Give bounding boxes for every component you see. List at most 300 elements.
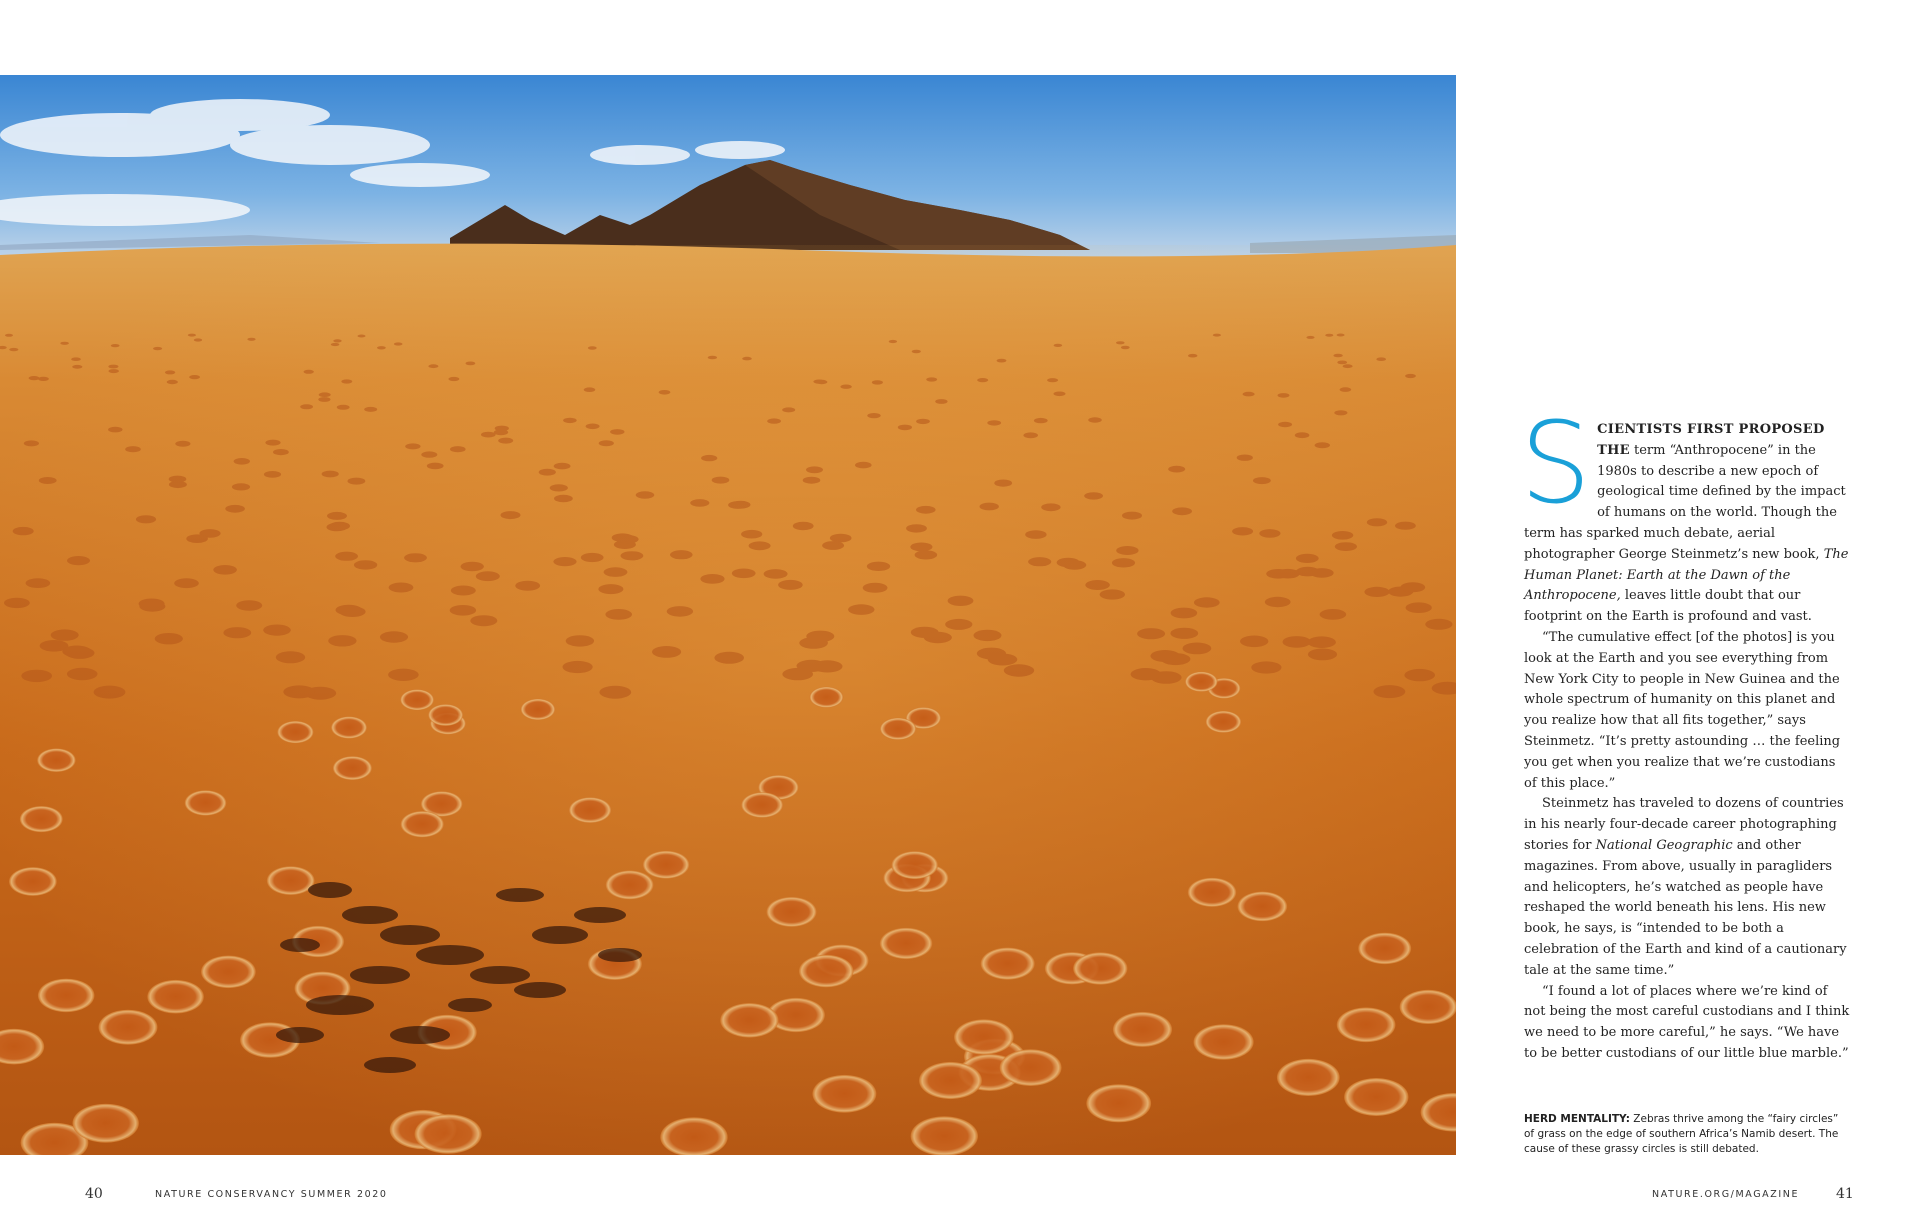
fairy-circle bbox=[188, 334, 196, 337]
fairy-circle bbox=[234, 458, 250, 465]
fairy-circle bbox=[1194, 1024, 1254, 1060]
fairy-circle bbox=[60, 342, 69, 345]
fairy-circle bbox=[304, 370, 314, 374]
fairy-circle bbox=[643, 851, 690, 879]
fairy-circle bbox=[1425, 619, 1452, 630]
fairy-circle bbox=[336, 605, 362, 616]
fairy-circle bbox=[155, 633, 183, 644]
fairy-circle bbox=[358, 335, 366, 338]
fairy-circle bbox=[147, 980, 204, 1014]
fairy-circle bbox=[1295, 432, 1310, 438]
fairy-circle bbox=[872, 380, 883, 384]
fairy-circle bbox=[924, 632, 952, 643]
fairy-circle bbox=[189, 375, 200, 379]
fairy-circle bbox=[767, 418, 781, 423]
fairy-circle bbox=[109, 369, 119, 373]
fairy-circle bbox=[1406, 602, 1432, 613]
fairy-circle bbox=[62, 646, 91, 658]
fairy-circle bbox=[265, 440, 280, 446]
fairy-circle bbox=[328, 635, 356, 646]
fairy-circle bbox=[165, 370, 175, 374]
book-title: The Human Planet: Earth at the Dawn of the Anthropocene, bbox=[1524, 546, 1849, 604]
fairy-circle bbox=[598, 584, 623, 594]
fairy-circle bbox=[741, 792, 783, 818]
fairy-circle bbox=[911, 1116, 978, 1155]
fairy-circle bbox=[569, 797, 611, 823]
fairy-circle bbox=[636, 491, 655, 498]
fairy-circle bbox=[919, 1062, 982, 1099]
fairy-circle bbox=[194, 338, 202, 341]
fairy-circle bbox=[333, 339, 341, 342]
fairy-circle bbox=[521, 699, 556, 720]
fairy-circle bbox=[813, 380, 824, 384]
fairy-circle bbox=[20, 806, 63, 832]
fairy-circle bbox=[670, 550, 693, 559]
photo-caption bbox=[1524, 1112, 1844, 1157]
fairy-circle bbox=[554, 463, 571, 470]
fairy-circle bbox=[428, 704, 463, 726]
fairy-circle bbox=[405, 443, 420, 449]
fairy-circle bbox=[586, 424, 600, 430]
fairy-circle bbox=[1308, 636, 1336, 648]
fairy-circle bbox=[236, 600, 262, 611]
fairy-circle bbox=[1320, 609, 1347, 620]
fairy-circle bbox=[916, 506, 936, 514]
fairy-circle bbox=[1259, 529, 1280, 538]
fairy-circle bbox=[867, 413, 880, 418]
fairy-circle bbox=[1335, 542, 1357, 551]
fairy-circle bbox=[481, 432, 496, 438]
caption-label: HERD MENTALITY: bbox=[1524, 1113, 1630, 1125]
fairy-circle bbox=[1100, 589, 1125, 599]
fairy-circle bbox=[948, 596, 974, 606]
fairy-circle bbox=[153, 347, 162, 350]
fairy-circle bbox=[322, 471, 339, 478]
fairy-circle bbox=[1374, 685, 1406, 698]
fairy-circle bbox=[277, 721, 313, 743]
fairy-circle bbox=[1047, 378, 1058, 382]
fairy-circle bbox=[389, 583, 414, 593]
fairy-circle bbox=[318, 397, 330, 402]
fairy-circle bbox=[926, 377, 937, 381]
fairy-circle bbox=[1188, 878, 1237, 907]
fairy-circle bbox=[778, 580, 803, 590]
fairy-circle bbox=[1251, 661, 1281, 673]
fairy-circle bbox=[742, 357, 752, 361]
fairy-circle bbox=[125, 446, 141, 452]
fairy-circle bbox=[974, 630, 1002, 641]
fairy-circle bbox=[700, 574, 724, 584]
fairy-circle bbox=[1172, 507, 1192, 515]
fairy-circle bbox=[621, 551, 644, 560]
fairy-circle bbox=[1085, 580, 1110, 590]
fairy-circle bbox=[39, 477, 57, 484]
article-paragraph-4: “I found a lot of places where we’re kind of not being the most careful custodians and I think we need to be more careful,” he says. “We have to be better custodians of our little blue marble.” bbox=[1524, 983, 1850, 1061]
fairy-circle bbox=[1337, 1007, 1396, 1042]
fairy-circle bbox=[980, 503, 999, 511]
fairy-circle bbox=[728, 501, 747, 509]
fairy-circle bbox=[327, 512, 347, 520]
fairy-circle bbox=[880, 718, 916, 740]
fairy-circle bbox=[1171, 608, 1198, 619]
paragraph-3-text-a: Steinmetz has traveled to dozens of countries in his nearly four-decade career photographing stories for bbox=[1524, 796, 1844, 853]
fairy-circle bbox=[701, 455, 717, 461]
fairy-circle bbox=[1278, 393, 1290, 398]
fairy-circle bbox=[136, 515, 156, 523]
fairy-circle bbox=[539, 469, 556, 476]
fairy-circle bbox=[550, 484, 568, 491]
fairy-circle bbox=[652, 646, 681, 658]
fairy-circle bbox=[898, 425, 912, 431]
fairy-circle bbox=[584, 387, 596, 392]
fairy-circle bbox=[563, 661, 593, 673]
left-running-head: NATURE CONSERVANCY SUMMER 2020 bbox=[155, 1189, 388, 1200]
fairy-circle bbox=[915, 550, 938, 559]
fairy-circle bbox=[1240, 636, 1268, 648]
fairy-circle bbox=[380, 631, 408, 642]
fairy-circle bbox=[994, 480, 1012, 487]
fairy-circle bbox=[1332, 531, 1353, 540]
fairy-circle bbox=[167, 380, 178, 384]
fairy-circle bbox=[24, 440, 39, 446]
fairy-circle bbox=[891, 851, 938, 879]
fairy-circle bbox=[1073, 952, 1127, 984]
fairy-circle bbox=[29, 376, 40, 380]
fairy-circle bbox=[327, 523, 348, 531]
fairy-circle bbox=[1364, 587, 1389, 597]
right-running-head: NATURE.ORG/MAGAZINE bbox=[1652, 1189, 1800, 1200]
fairy-circle bbox=[501, 511, 521, 519]
fairy-circle bbox=[1034, 418, 1048, 423]
fairy-circle bbox=[470, 615, 497, 626]
fairy-circle bbox=[4, 598, 30, 608]
article-paragraph-2: “The cumulative effect [of the photos] is you look at the Earth and you see everything from New York City to people in New Guinea and the whole spectrum of humanity on this planet and you realize how that all fits together,” says Steinmetz. “It’s pretty astounding … the feeling you get when you realize that we’re custodians of this place.” bbox=[1524, 629, 1841, 791]
fairy-circle bbox=[26, 578, 51, 588]
fairy-circle bbox=[712, 477, 730, 484]
fairy-circle bbox=[247, 338, 255, 341]
fairy-circle bbox=[201, 956, 256, 989]
fairy-circle bbox=[1237, 892, 1287, 922]
fairy-circle bbox=[1337, 334, 1345, 337]
fairy-circle bbox=[400, 689, 434, 710]
fairy-circle bbox=[764, 569, 788, 579]
fairy-circle bbox=[880, 928, 933, 959]
fairy-circle bbox=[276, 651, 305, 663]
fairy-circle bbox=[566, 635, 594, 646]
article-paragraph-3 bbox=[1524, 794, 1852, 981]
fairy-circle bbox=[5, 334, 13, 337]
fairy-circle bbox=[1404, 669, 1435, 681]
fairy-circle bbox=[997, 359, 1007, 363]
fairy-circle bbox=[495, 426, 509, 432]
fairy-circle bbox=[782, 407, 795, 412]
fairy-circle bbox=[1325, 334, 1333, 337]
fairy-circle bbox=[1000, 1049, 1062, 1086]
fairy-circle bbox=[1213, 334, 1221, 337]
fairy-circle bbox=[605, 609, 632, 620]
fairy-circle bbox=[451, 586, 476, 596]
fairy-circle bbox=[766, 897, 816, 927]
fairy-circle bbox=[912, 350, 921, 353]
fairy-circle bbox=[498, 438, 513, 444]
fairy-circle bbox=[377, 346, 386, 349]
fairy-circle bbox=[599, 686, 631, 699]
fairy-circle bbox=[1310, 568, 1334, 578]
fairy-circle bbox=[38, 979, 95, 1013]
fairy-circle bbox=[1183, 643, 1212, 655]
fairy-circle bbox=[1395, 522, 1416, 530]
fairy-circle bbox=[515, 581, 540, 591]
fairy-circle bbox=[273, 449, 289, 455]
fairy-circle bbox=[1112, 558, 1135, 567]
fairy-circle bbox=[1344, 1078, 1408, 1116]
fairy-circle bbox=[108, 365, 118, 369]
fairy-circle bbox=[1121, 346, 1130, 349]
fairy-circle bbox=[1405, 374, 1416, 378]
fairy-circle bbox=[1116, 546, 1138, 555]
left-page-number: 40 bbox=[85, 1186, 103, 1202]
lead-in: CIENTISTS FIRST PROPOSED THE bbox=[1597, 422, 1825, 458]
fairy-circle bbox=[341, 379, 352, 383]
fairy-circle bbox=[1054, 392, 1066, 397]
fairy-circle bbox=[108, 427, 122, 433]
fairy-circle bbox=[1253, 477, 1271, 484]
fairy-circle bbox=[186, 534, 208, 543]
fairy-circle bbox=[354, 560, 377, 569]
fairy-circle bbox=[394, 342, 403, 345]
fairy-circle bbox=[1086, 1084, 1151, 1122]
fairy-circle bbox=[1057, 558, 1080, 567]
fairy-circle bbox=[581, 553, 604, 562]
fairy-circle bbox=[840, 385, 851, 389]
fairy-circle bbox=[1194, 597, 1220, 607]
fairy-circle bbox=[1131, 668, 1162, 680]
fairy-circle bbox=[1283, 636, 1311, 648]
fairy-circle bbox=[139, 601, 165, 612]
fairy-circle bbox=[708, 356, 717, 360]
fairy-circle bbox=[1315, 442, 1330, 448]
drop-cap: S bbox=[1520, 399, 1592, 529]
fairy-circle bbox=[264, 471, 281, 478]
fairy-circle bbox=[714, 652, 744, 664]
fairy-circle bbox=[174, 578, 199, 588]
fairy-circle bbox=[337, 405, 350, 410]
fairy-circle bbox=[1333, 354, 1342, 358]
fairy-circle bbox=[67, 556, 90, 565]
fairy-circle bbox=[185, 790, 227, 815]
fairy-circle bbox=[813, 660, 843, 672]
fairy-circle bbox=[225, 505, 245, 513]
fairy-circle bbox=[401, 811, 444, 837]
fairy-circle bbox=[1334, 410, 1347, 415]
fairy-circle bbox=[1276, 569, 1300, 579]
fairy-circle bbox=[1367, 518, 1387, 526]
fairy-circle bbox=[987, 420, 1001, 425]
fairy-circle bbox=[793, 522, 814, 530]
fairy-circle bbox=[554, 495, 573, 503]
fairy-circle bbox=[448, 377, 459, 381]
fairy-circle bbox=[803, 477, 821, 484]
paragraph-1-text-a: term “Anthropocene” in the 1980s to describe a new epoch of geological time defined by the impact of humans on the world. Though the term has sparked much debate, aerial photographer George Steinmetz’s new book, bbox=[1524, 442, 1846, 562]
fairy-circle bbox=[364, 407, 377, 412]
paragraph-3-text-b: and other magazines. From above, usually in paragliders and helicopters, he’s watched as people have reshaped the world beneath his lens. His new book, he says, is “intended to be both a celebration of the Earth and kind of a cautionary tale at the same time.” bbox=[1524, 837, 1847, 978]
fairy-circle bbox=[415, 1114, 482, 1154]
fairy-circle bbox=[1308, 649, 1337, 661]
fairy-circle bbox=[175, 441, 190, 447]
fairy-circle bbox=[51, 629, 79, 640]
fairy-circle bbox=[1028, 557, 1051, 566]
fairy-circle bbox=[1237, 455, 1253, 461]
fairy-circle bbox=[889, 340, 897, 343]
fairy-circle bbox=[388, 669, 419, 681]
fairy-circle bbox=[428, 364, 438, 368]
fairy-circle bbox=[1340, 387, 1352, 392]
fairy-circle bbox=[9, 348, 18, 351]
fairy-circle bbox=[1296, 554, 1319, 563]
fairy-circle bbox=[404, 553, 427, 562]
fairy-circle bbox=[659, 390, 671, 395]
fairy-circle bbox=[690, 499, 709, 507]
fairy-circle bbox=[810, 687, 844, 708]
fairy-circle bbox=[450, 605, 476, 616]
fairy-circle bbox=[232, 483, 250, 490]
fairy-circle bbox=[588, 346, 597, 349]
fairy-circle bbox=[977, 648, 1006, 660]
magazine-title: National Geographic bbox=[1595, 837, 1733, 853]
fairy-circle bbox=[720, 1003, 778, 1038]
fairy-circle bbox=[848, 604, 874, 615]
article-paragraph-1 bbox=[1520, 399, 1852, 628]
fairy-circle bbox=[1084, 492, 1103, 499]
fairy-circle bbox=[1113, 1012, 1172, 1047]
fairy-circle bbox=[1206, 711, 1242, 733]
fairy-circle bbox=[283, 685, 315, 698]
fairy-circle bbox=[1122, 512, 1142, 520]
fairy-circle bbox=[348, 478, 366, 485]
fairy-circle bbox=[427, 463, 444, 470]
fairy-circle bbox=[213, 565, 237, 575]
fairy-circle bbox=[1041, 503, 1060, 511]
fairy-circle bbox=[223, 627, 251, 638]
fairy-circle bbox=[263, 625, 291, 636]
fairy-circle bbox=[1170, 628, 1198, 639]
fairy-circle bbox=[461, 562, 484, 571]
fairy-circle bbox=[977, 378, 988, 382]
fairy-circle bbox=[1088, 417, 1102, 422]
fairy-circle bbox=[111, 344, 120, 347]
fairy-circle bbox=[604, 567, 628, 577]
fairy-circle bbox=[21, 670, 52, 682]
fairy-circle bbox=[1376, 357, 1386, 361]
fairy-circle bbox=[1243, 392, 1255, 397]
fairy-circle bbox=[300, 404, 313, 409]
fairy-circle bbox=[910, 543, 932, 552]
fairy-circle bbox=[812, 1075, 876, 1113]
fairy-circle bbox=[421, 451, 437, 457]
fairy-circle bbox=[855, 462, 872, 469]
fairy-circle bbox=[1232, 527, 1253, 535]
fairy-circle bbox=[981, 948, 1035, 980]
fairy-circle bbox=[1188, 354, 1197, 358]
fairy-circle bbox=[1150, 650, 1179, 662]
fairy-circle bbox=[806, 466, 823, 473]
fairy-circle bbox=[319, 392, 331, 397]
fairy-circle bbox=[1306, 336, 1314, 339]
fairy-circle bbox=[331, 343, 340, 346]
fairy-circle bbox=[1277, 1059, 1340, 1096]
fairy-circle bbox=[610, 429, 624, 435]
fairy-circle bbox=[37, 748, 76, 772]
caption-text: Zebras thrive among the “fairy circles” of grass on the edge of southern Africa’s Namib desert. The cause of these grassy circles is still debated. bbox=[1524, 1113, 1839, 1155]
fairy-circle bbox=[916, 419, 930, 424]
desert-fairy-circles-photo bbox=[0, 75, 1456, 1155]
fairy-circle bbox=[563, 418, 577, 423]
fairy-circle bbox=[169, 476, 187, 483]
fairy-circle bbox=[99, 1010, 158, 1045]
fairy-circle bbox=[1400, 990, 1456, 1024]
fairy-circle bbox=[612, 533, 634, 542]
fairy-circle bbox=[935, 399, 947, 404]
fairy-circle bbox=[732, 569, 756, 579]
fairy-circle bbox=[1343, 364, 1353, 368]
fairy-circle bbox=[1054, 344, 1063, 347]
fairy-circle bbox=[71, 357, 81, 361]
fairy-circle bbox=[741, 530, 762, 539]
fairy-circle bbox=[1023, 432, 1038, 438]
fairy-circle bbox=[267, 866, 315, 895]
fairy-circle bbox=[1400, 582, 1425, 592]
fairy-circle bbox=[333, 756, 372, 780]
fairy-circle bbox=[1004, 664, 1034, 676]
fairy-circle bbox=[863, 583, 888, 593]
article-body bbox=[1520, 399, 1852, 1065]
fairy-circle bbox=[72, 365, 82, 369]
fairy-circle bbox=[1168, 466, 1185, 473]
fairy-circle bbox=[9, 867, 57, 896]
fairy-circle bbox=[599, 440, 614, 446]
fairy-circle bbox=[954, 1019, 1014, 1054]
fairy-circle bbox=[13, 527, 34, 535]
fairy-circle bbox=[476, 571, 500, 581]
fairy-circle bbox=[806, 631, 834, 642]
fairy-circle bbox=[1278, 422, 1292, 427]
fairy-circle bbox=[1358, 933, 1411, 965]
fairy-circle bbox=[606, 870, 654, 899]
fairy-circle bbox=[782, 668, 813, 680]
paragraph-1-text-b: leaves little doubt that our footprint on the Earth is profound and vast. bbox=[1524, 588, 1812, 625]
fairy-circle bbox=[466, 362, 476, 366]
fairy-circle bbox=[1137, 628, 1165, 639]
fairy-circle bbox=[67, 668, 98, 680]
fairy-circle bbox=[945, 619, 972, 630]
fairy-circle bbox=[867, 562, 890, 571]
fairy-circle bbox=[73, 1104, 139, 1143]
fairy-circle bbox=[1025, 530, 1046, 539]
fairy-circle bbox=[1337, 361, 1347, 365]
fairy-circle bbox=[906, 524, 927, 532]
fairy-circle bbox=[335, 552, 358, 561]
fairy-circle bbox=[94, 686, 126, 699]
fairy-circle bbox=[1265, 597, 1291, 607]
fairy-circle bbox=[799, 955, 854, 988]
fairy-circle bbox=[822, 541, 844, 550]
fairy-circle bbox=[749, 541, 771, 550]
fairy-circle bbox=[450, 446, 466, 452]
right-page-number: 41 bbox=[1836, 1186, 1854, 1202]
fairy-circle bbox=[1185, 672, 1218, 692]
fairy-circle bbox=[553, 557, 576, 566]
fairy-circle bbox=[331, 716, 367, 738]
